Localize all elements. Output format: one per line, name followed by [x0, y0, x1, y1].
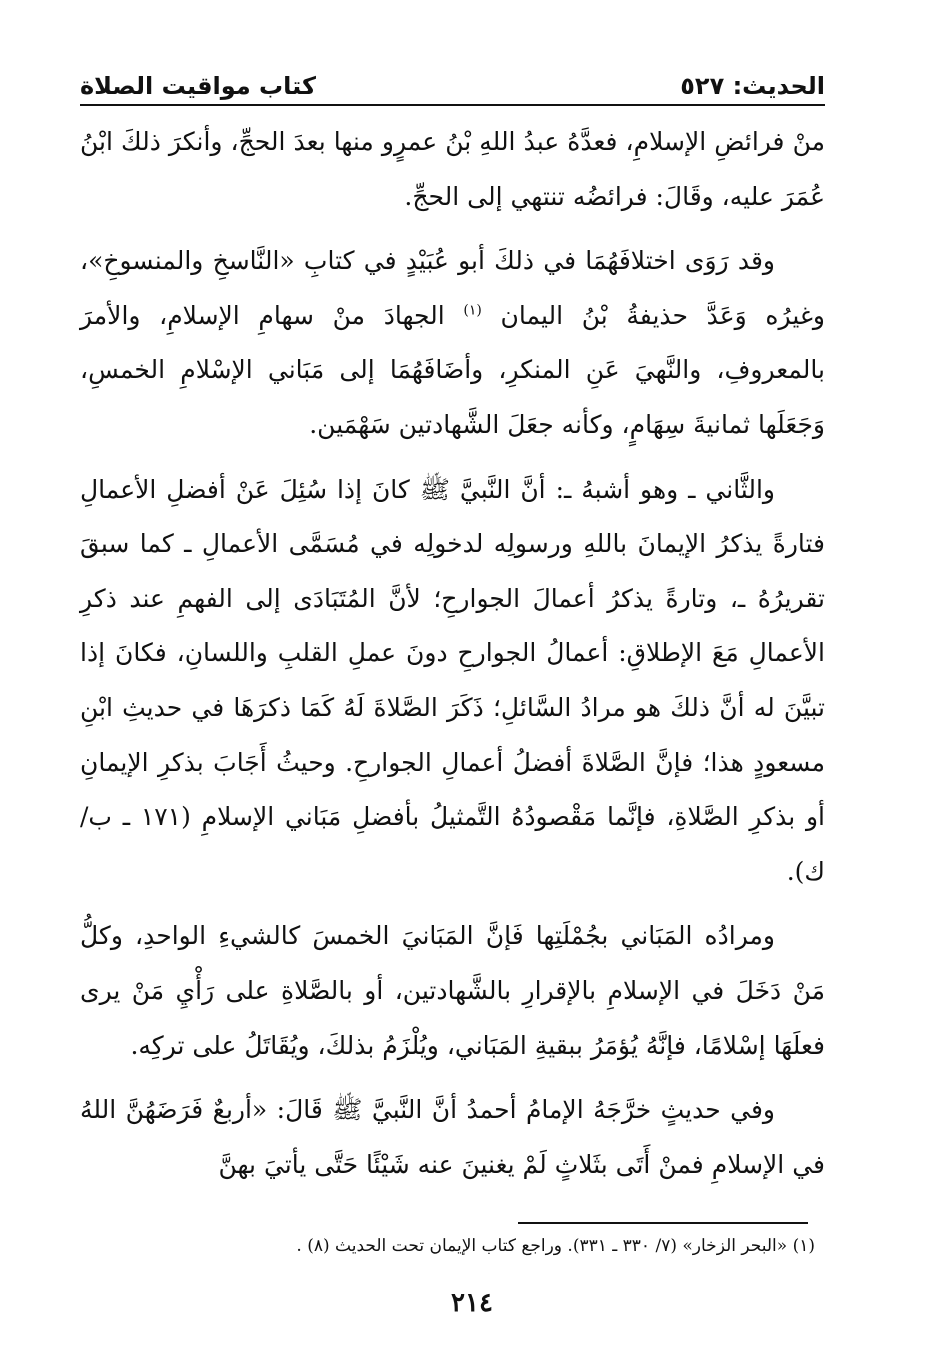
- paragraph-2-part-a: وقد رَوَى اختلافَهُمَا في ذلكَ أبو عُبَيْدٍ في كتابِ «النَّاسخِ والمنسوخِ»، وغيرُه وَعَدَّ حذيفةُ بْنُ اليمان: [80, 246, 826, 330]
- book-title: كتاب مواقيت الصلاة: [80, 72, 316, 100]
- paragraph-1: منْ فرائضِ الإسلامِ، فعدَّهُ عبدُ اللهِ بْنُ عمرٍو منها بعدَ الحجِّ، وأنكرَ ذلكَ ابْنُ عُمَرَ عليه، وقَالَ: فرائضُه تنتهي إلى الحجِّ.: [80, 127, 825, 211]
- footnote-marker: (١): [463, 302, 482, 319]
- running-header: [80, 66, 825, 106]
- paragraph-5: وفي حديثٍ خرَّجَهُ الإمامُ أحمدُ أنَّ النَّبيَّ ﷺ قَالَ: «أربعٌ فَرَضَهُنَّ اللهُ في الإسلامِ فمنْ أَتَى بثَلاثٍ لَمْ يغنينَ عنه شَيْئًا حَتَّى يأتيَ بهنَّ: [80, 1095, 825, 1179]
- hadith-label: الحديث: ٥٢٧: [680, 72, 825, 100]
- paragraph-2-part-b: الجهادَ منْ سهامِ الإسلامِ، والأمرَ بالمعروفِ، والنَّهيَ عَنِ المنكرِ، وأضَافَهُمَا إلى مَبَاني الإسْلامِ الخمسِ، وَجَعَلَها ثمانيةَ سِهَامٍ، وكأنه جعَلَ الشَّهادتين سَهْمَين.: [80, 300, 825, 439]
- footnote-divider: [518, 1222, 808, 1224]
- paragraph-2: [80, 234, 825, 452]
- paragraph-3: والثَّاني ـ وهو أشبهُ ـ: أنَّ النَّبيَّ ﷺ كانَ إذا سُئِلَ عَنْ أفضلِ الأعمالِ فتارةً يذكرُ الإيمانَ باللهِ ورسولِه لدخولِه في مُسَمَّى الأعمالِ ـ كما سبقَ تقريرُهُ ـ، وتارةً يذكرُ أعمالَ الجوارحِ؛ لأنَّ المُتَبَادَى إلى الفهمِ عند ذكرِ الأعمالِ مَعَ الإطلاقِ: أعمالُ الجوارحِ دونَ عملِ القلبِ واللسانِ، فكانَ إذا تبيَّنَ له أنَّ ذلكَ هو مرادُ السَّائلِ؛ ذَكَرَ الصَّلاةَ لَهُ كَمَا ذكرَهَا في حديثِ ابْنِ مسعودٍ هذا؛ فإنَّ الصَّلاةَ أفضلُ أعمالِ الجوارحِ. وحيثُ أَجَابَ بذكرِ الإيمانِ أو بذكرِ الصَّلاةِ، فإنَّما مَقْصودُهُ التَّمثيلُ بأفضلِ مَبَاني الإسلامِ (١٧١ ـ ب/ك).: [80, 474, 825, 886]
- page-number: ٢١٤: [451, 1288, 493, 1318]
- footnote: (١) «البحر الزخار» (٧/ ٣٣٠ ـ ٣٣١). وراجع كتاب الإيمان تحت الحديث (٨) .: [296, 1236, 815, 1256]
- main-text: [80, 115, 825, 1202]
- paragraph-4: ومرادُه المَبَاني بجُمْلَتِها فَإنَّ المَبَانيَ الخمسَ كالشيءِ الواحدِ، وكلُّ مَنْ دَخَلَ في الإسلامِ بالإقرارِ بالشَّهادتين، أو بالصَّلاةِ على رَأْيِ مَنْ يرى فعلَهَا إسْلامًا، فإنَّهُ يُؤمَرُ ببقيةِ المَبَاني، ويُلْزَمُ بذلكَ، ويُقَاتَلُ على تركِه.: [80, 921, 825, 1060]
